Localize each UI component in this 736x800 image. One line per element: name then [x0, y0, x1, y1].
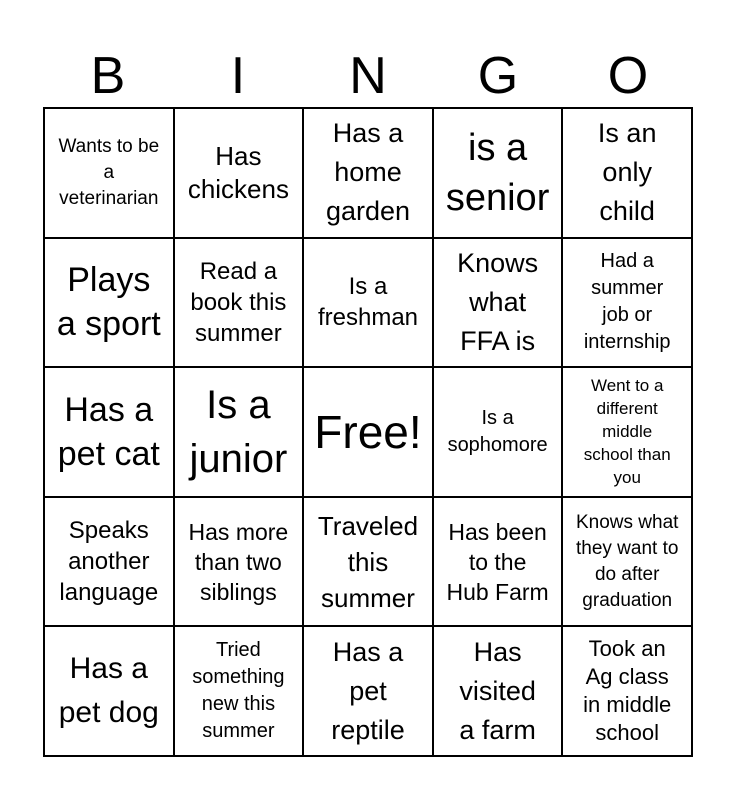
header-letter-b: B — [90, 47, 126, 105]
bingo-cell[interactable] — [563, 368, 693, 498]
bingo-cell[interactable] — [563, 498, 693, 628]
cell-text: Has been to the Hub Farm — [446, 518, 549, 605]
bingo-cell[interactable] — [563, 627, 693, 757]
bingo-card — [43, 107, 693, 757]
bingo-cell[interactable] — [304, 239, 434, 369]
bingo-header — [43, 44, 693, 108]
cell-text: Took an Ag class in middle school — [583, 636, 672, 746]
bingo-cell[interactable] — [563, 109, 693, 239]
bingo-cell[interactable] — [45, 368, 175, 498]
cell-text: Traveled this summer — [317, 510, 419, 613]
cell-text: Read a book this summer — [190, 257, 287, 347]
cell-text: Went to a different middle school than you — [583, 376, 671, 488]
cell-text: Wants to be a veterinarian — [58, 135, 160, 209]
free-space-text: Free! — [314, 405, 422, 458]
cell-text: Has visited a farm — [459, 636, 536, 745]
bingo-cell[interactable] — [434, 627, 564, 757]
cell-text: Plays a sport — [56, 261, 161, 344]
bingo-cell[interactable] — [304, 109, 434, 239]
cell-text: Has a pet reptile — [331, 636, 405, 745]
cell-text: Is a freshman — [317, 273, 419, 332]
bingo-cell[interactable] — [175, 498, 305, 628]
header-letter-i: I — [230, 47, 246, 105]
cell-text: Is an only child — [597, 118, 657, 227]
cell-text: Knows what they want to do after graduation — [575, 511, 679, 611]
cell-text: is a senior — [445, 126, 550, 219]
cell-text: Is a junior — [189, 382, 288, 481]
bingo-cell[interactable] — [175, 627, 305, 757]
header-letter-g: G — [477, 47, 519, 105]
bingo-cell[interactable] — [175, 109, 305, 239]
cell-text: Has chickens — [187, 140, 289, 204]
bingo-cell[interactable] — [45, 498, 175, 628]
cell-text: Has a home garden — [325, 118, 411, 227]
header-letter-n: N — [349, 47, 387, 105]
bingo-cell[interactable] — [304, 498, 434, 628]
bingo-cell[interactable] — [434, 109, 564, 239]
cell-text: Has a pet dog — [58, 652, 159, 730]
bingo-cell[interactable] — [563, 239, 693, 369]
bingo-cell[interactable] — [434, 498, 564, 628]
bingo-cell[interactable] — [434, 368, 564, 498]
cell-text: Has more than two siblings — [188, 518, 289, 605]
cell-text: Has a pet cat — [57, 390, 160, 473]
cell-text: Knows what FFA is — [457, 247, 539, 356]
cell-text: Tried something new this summer — [192, 639, 285, 743]
free-space-cell[interactable] — [304, 368, 434, 498]
bingo-cell[interactable] — [175, 368, 305, 498]
bingo-cell[interactable] — [434, 239, 564, 369]
bingo-cell[interactable] — [304, 627, 434, 757]
header-letter-o: O — [607, 47, 649, 105]
bingo-cell[interactable] — [45, 239, 175, 369]
cell-text: Is a sophomore — [447, 406, 548, 456]
cell-text: Had a summer job or internship — [583, 250, 671, 354]
bingo-cell[interactable] — [45, 109, 175, 239]
bingo-cell[interactable] — [45, 627, 175, 757]
bingo-cell[interactable] — [175, 239, 305, 369]
cell-text: Speaks another language — [59, 517, 159, 607]
